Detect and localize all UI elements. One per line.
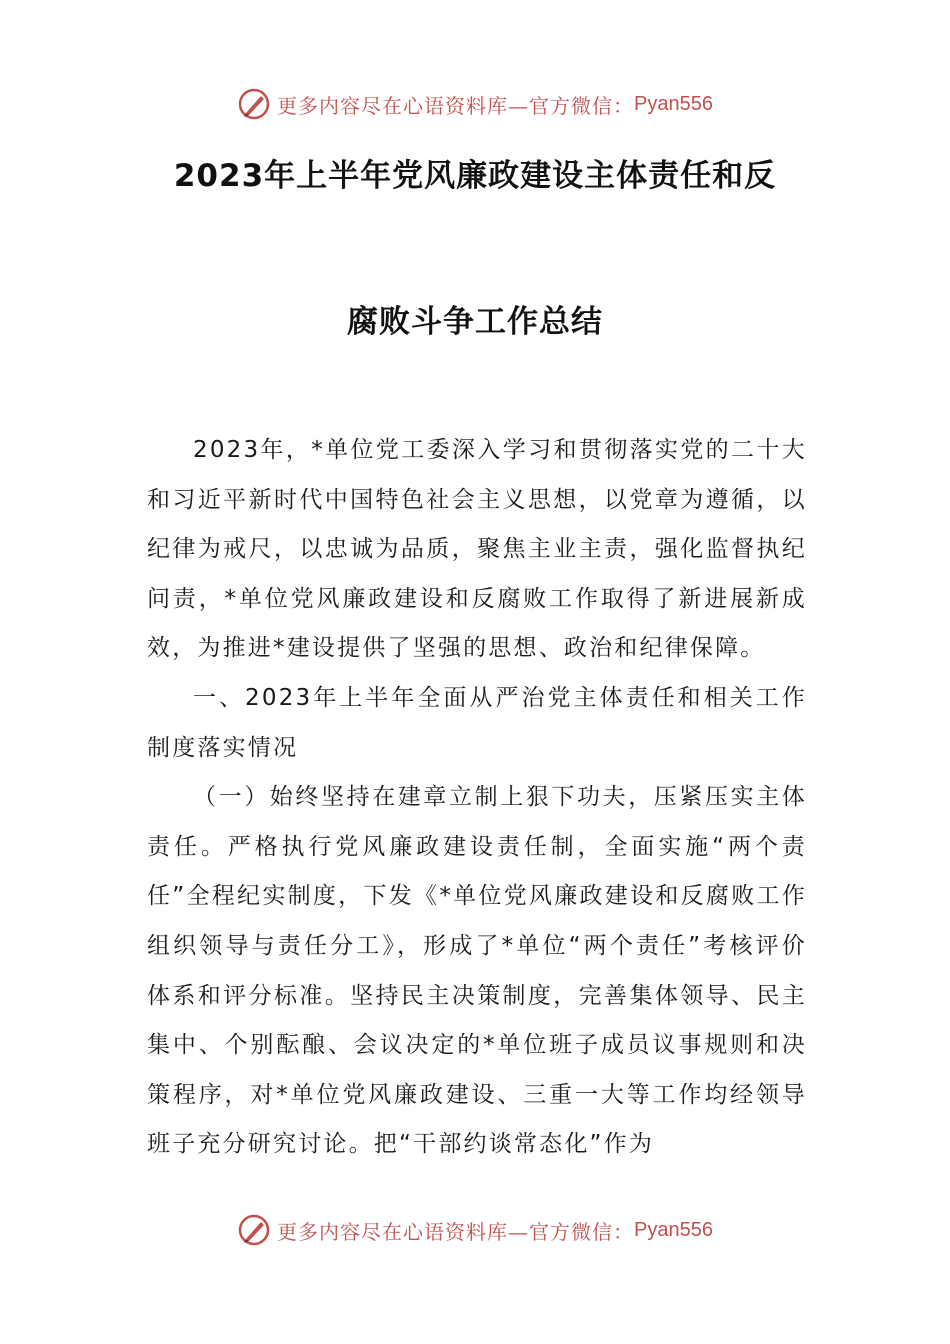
watermark-wechat: Pyan556	[634, 92, 713, 115]
paragraph-section-heading: 一、2023年上半年全面从严治党主体责任和相关工作制度落实情况	[147, 684, 807, 761]
paragraph-subsection-1: （一）始终坚持在建章立制上狠下功夫，压紧压实主体责任。严格执行党风廉政建设责任制，全面实施“两个责任”全程纪实制度，下发《*单位党风廉政建设和反腐败工作组织领导与责任分工》，形成了*单位“两个责任”考核评价体系和评分标准。坚持民主决策制度，完善集体领导、民主集中、个别酝酿、会议决定的*单位班子成员议事规则和决策程序，对*单位党风廉政建设、三重一大等工作均经领导班子充分研究讨论。把“干部约谈常态化”作为	[147, 784, 807, 1158]
document-title-line1: 2023年上半年党风廉政建设主体责任和反	[173, 158, 777, 194]
watermark-text: 更多内容尽在心语资料库—官方微信：	[277, 1219, 635, 1244]
paragraph-intro: 2023年，*单位党工委深入学习和贯彻落实党的二十大和习近平新时代中国特色社会主义思想，以党章为遵循，以纪律为戒尺，以忠诚为品质，聚焦主业主责，强化监督执纪问责，*单位党风廉政建设和反腐败工作取得了新进展新成效，为推进*建设提供了坚强的思想、政治和纪律保障。	[147, 437, 807, 662]
pen-logo-icon	[237, 1213, 271, 1247]
watermark-text: 更多内容尽在心语资料库—官方微信：	[277, 93, 635, 118]
footer-watermark	[0, 1210, 950, 1250]
header-watermark	[0, 84, 950, 124]
document-title-line2: 腐败斗争工作总结	[347, 304, 603, 340]
document-body	[147, 426, 807, 1170]
watermark-wechat: Pyan556	[634, 1218, 713, 1241]
pen-logo-icon	[237, 87, 271, 121]
